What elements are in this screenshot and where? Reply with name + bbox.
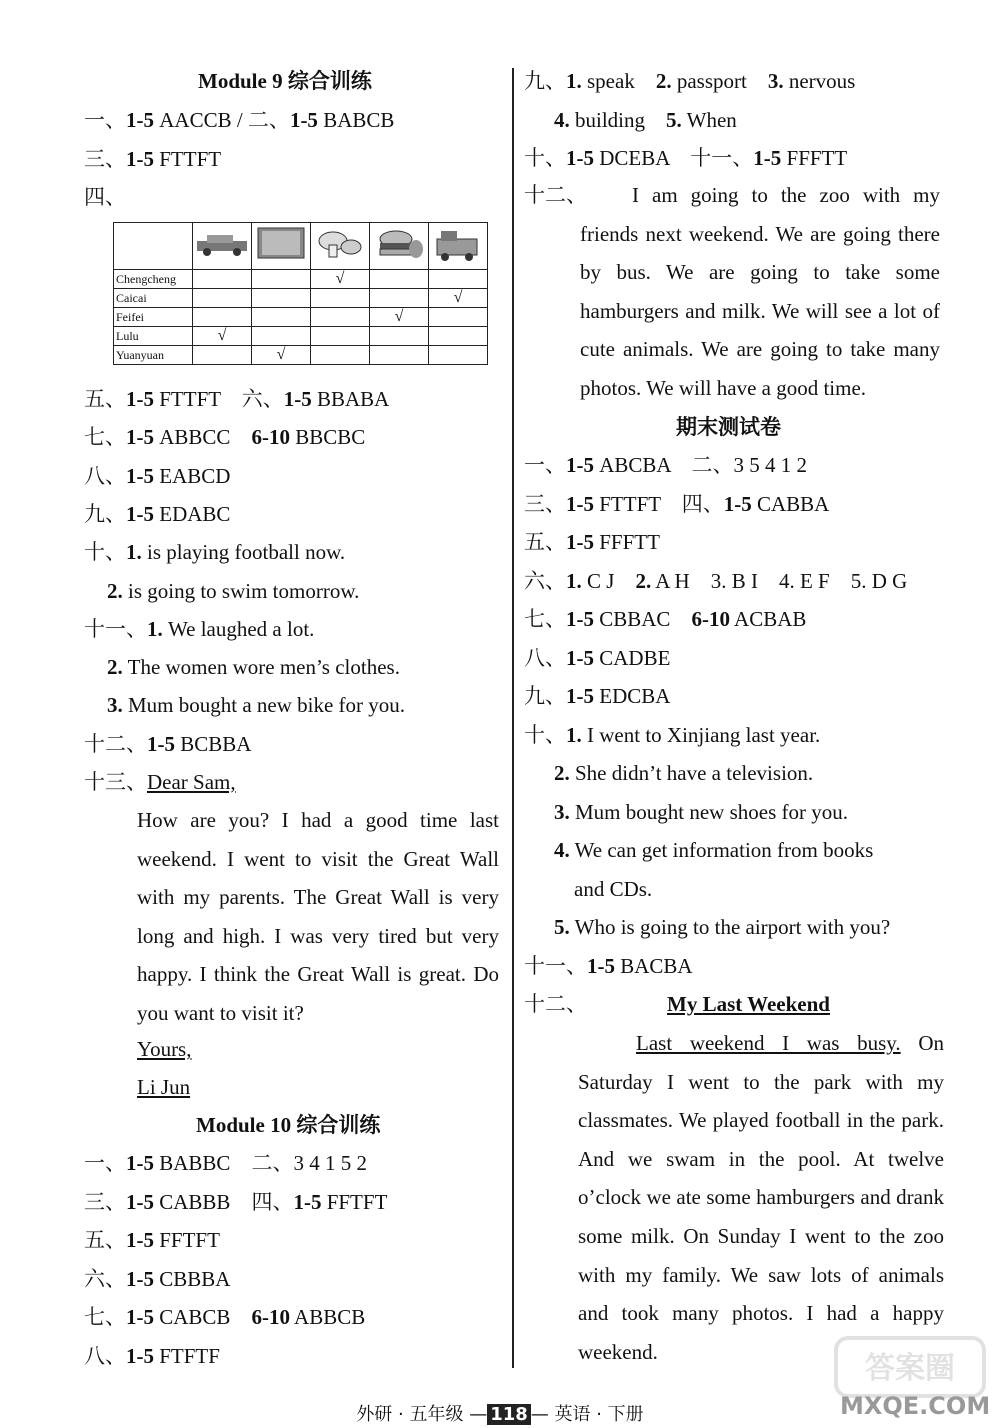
table-cell <box>311 327 370 346</box>
table-cell <box>252 308 311 327</box>
answer-line <box>524 529 660 555</box>
answer-text: nervous <box>783 69 856 93</box>
answer-text: When <box>681 107 737 132</box>
answer-text: FFFTT <box>594 530 660 554</box>
answer-line <box>554 837 873 863</box>
final-test-title: 期末测试卷 <box>676 415 781 439</box>
answer-text: 八、 <box>524 645 566 670</box>
table-row <box>114 289 488 308</box>
answer-text: 七、 <box>84 1305 126 1329</box>
answer-text: CABCB <box>154 1305 252 1329</box>
answer-line <box>107 654 400 680</box>
answer-number: 1-5 <box>566 491 594 516</box>
footer-right: — 英语 · 下册 <box>530 1404 644 1425</box>
answer-text: 十二、 <box>84 731 147 756</box>
table-cell: √ <box>429 289 488 308</box>
table-cell <box>429 308 488 327</box>
answer-text: 十、 <box>84 540 126 565</box>
answer-text: CADBE <box>594 645 671 670</box>
table-cell <box>193 270 252 289</box>
answer-line <box>524 452 807 478</box>
answer-number: 1-5 <box>283 387 312 411</box>
answer-number: 6-10 <box>251 425 290 450</box>
answer-line <box>554 760 813 786</box>
table-cell <box>370 346 429 365</box>
answer-line <box>84 184 126 210</box>
answer-text: BBCBC <box>289 425 366 450</box>
footer-left: 外研 · 五年级 — <box>356 1404 488 1425</box>
answer-text: ACBAB <box>729 607 807 631</box>
answer-text: FFTFT <box>321 1189 388 1214</box>
answer-text: BCBBA <box>175 731 252 756</box>
answer-number: 1-5 <box>566 645 594 670</box>
answer-line <box>84 1343 220 1369</box>
table-cell: √ <box>252 346 311 365</box>
answer-number: 1-5 <box>566 146 594 170</box>
answer-text: 十、 <box>524 722 566 747</box>
answer-text: DCEBA 十一、 <box>594 146 754 170</box>
essay-1-body: I am going to the zoo with my friends next weekend. We are going there by bus. We are going to take some hamburgers and milk. We will see a lot of cute animals. We are going to take many photos. We will have a good time. <box>580 183 940 400</box>
answer-number: 2. <box>554 761 570 785</box>
answer-number: 1-5 <box>126 108 154 132</box>
table-row <box>114 270 488 289</box>
answer-number: 1-5 <box>126 1151 154 1175</box>
answer-number: 4. <box>554 107 570 132</box>
table-cell <box>311 346 370 365</box>
answer-text: CABBA <box>751 491 830 516</box>
table-row <box>114 327 488 346</box>
tv-picture <box>252 223 311 270</box>
table-cell <box>370 289 429 308</box>
answer-number: 1-5 <box>753 146 782 170</box>
table-cell: √ <box>311 270 370 289</box>
answer-number: 1-5 <box>126 425 154 450</box>
answer-line <box>84 1227 220 1253</box>
answer-number: 2. <box>107 578 123 603</box>
answer-text: 八、 <box>84 463 126 488</box>
answer-text: BACBA <box>615 953 693 978</box>
answer-text: FTTFT 六、 <box>154 387 284 411</box>
letter-prefix: 十三、 <box>84 770 147 794</box>
answer-number: 1. <box>566 69 582 93</box>
module-10-title: Module 10 综合训练 <box>196 1113 381 1137</box>
answer-line <box>84 731 251 757</box>
answer-text: 一、 <box>84 108 126 132</box>
answer-number: 5. <box>554 915 570 939</box>
letter-close: Yours, <box>137 1037 192 1061</box>
answer-number: 1-5 <box>126 1266 154 1291</box>
answer-text: FFTFT <box>154 1228 220 1252</box>
answer-text: Who is going to the airport with you? <box>569 915 891 939</box>
answer-number: 5. <box>666 107 682 132</box>
table-header-row <box>114 223 488 270</box>
answer-line <box>84 1266 230 1292</box>
answer-number: 1-5 <box>289 108 318 132</box>
answer-line <box>84 107 394 133</box>
table-cell <box>252 270 311 289</box>
car-picture <box>193 223 252 270</box>
answer-number: 2. <box>635 568 652 593</box>
answer-text: is playing football now. <box>141 540 346 565</box>
svg-text:答案圈: 答案圈 <box>865 1351 955 1386</box>
answer-text: FTTFT <box>154 146 222 171</box>
answer-text: We can get information from books <box>569 838 874 862</box>
answer-text: 十一、 <box>524 953 587 978</box>
answer-text: 五、 <box>524 530 566 554</box>
answer-text: 十、 <box>524 146 566 170</box>
answer-number: 1-5 <box>723 491 752 516</box>
answer-text: building <box>569 107 667 132</box>
answer-text: FFFTT <box>781 146 848 170</box>
answer-number: 1. <box>147 616 163 641</box>
answer-text: 三、 <box>84 146 126 171</box>
answer-text: I went to Xinjiang last year. <box>581 722 821 747</box>
answer-text: 七、 <box>524 607 566 631</box>
answer-line <box>84 463 230 489</box>
answer-number: 1-5 <box>566 684 594 708</box>
answer-text: FTTFT 四、 <box>594 491 724 516</box>
answer-text: She didn’t have a television. <box>569 761 814 785</box>
answer-text: A H 3. B I 4. E F 5. D G <box>651 568 908 593</box>
answer-line <box>84 424 365 450</box>
answer-line <box>524 722 820 748</box>
answer-number: 1-5 <box>147 731 175 756</box>
answer-text: FTFTF <box>154 1343 220 1368</box>
answer-text: BBABA <box>311 387 390 411</box>
mushroom-picture <box>311 223 370 270</box>
module-9-title: Module 9 综合训练 <box>198 69 372 93</box>
answer-line <box>554 107 737 133</box>
table-cell <box>311 308 370 327</box>
answer-line <box>524 145 847 171</box>
answer-text: 六、 <box>84 1266 126 1291</box>
answer-text: BABCB <box>317 108 395 132</box>
row-name: Feifei <box>114 308 193 327</box>
table-cell <box>370 327 429 346</box>
essay-2-body <box>578 1024 944 1371</box>
answer-text: 九、 <box>524 684 566 708</box>
answer-line <box>554 799 848 825</box>
table-cell <box>429 270 488 289</box>
hamburger-picture <box>370 223 429 270</box>
watermark-text: MXQE.COM <box>840 1392 991 1420</box>
answer-text: 九、 <box>84 501 126 526</box>
answer-number: 1-5 <box>126 1305 154 1329</box>
essay-2-label: 十二、 <box>524 992 587 1016</box>
answer-text: The women wore men’s clothes. <box>122 655 400 680</box>
answer-line <box>84 1189 387 1215</box>
answer-text: 十一、 <box>84 616 147 641</box>
answer-text: 六、 <box>524 568 566 593</box>
answer-text: CABBB 四、 <box>154 1189 294 1214</box>
answer-number: 1. <box>566 722 582 747</box>
answer-number: 6-10 <box>251 1305 290 1329</box>
answer-text: AACCB / 二、 <box>154 108 290 132</box>
table-cell <box>311 289 370 308</box>
letter-name: Li Jun <box>137 1075 191 1099</box>
answer-text: 八、 <box>84 1343 126 1368</box>
answer-number: 1-5 <box>126 1228 154 1252</box>
answer-line <box>524 606 806 632</box>
answer-text: and CDs. <box>574 876 653 901</box>
answer-text: EDABC <box>154 501 231 526</box>
answer-number: 1-5 <box>566 607 594 631</box>
letter-label <box>84 769 236 795</box>
answer-text: 三、 <box>524 491 566 516</box>
answer-text: 五、 <box>84 1228 126 1252</box>
essay-2-title: My Last Weekend <box>667 992 830 1016</box>
answer-text: 三、 <box>84 1189 126 1214</box>
answer-number: 2. <box>107 655 123 680</box>
answer-line <box>524 683 670 709</box>
answer-text: Mum bought a new bike for you. <box>122 693 406 718</box>
answer-text: 一、 <box>524 453 566 477</box>
answer-line <box>524 68 855 94</box>
row-name: Yuanyuan <box>114 346 193 365</box>
answer-number: 2. <box>655 69 672 93</box>
table-cell <box>429 327 488 346</box>
answer-number: 1-5 <box>126 501 154 526</box>
answer-line <box>84 616 314 642</box>
answer-line <box>524 568 907 594</box>
answer-number: 1-5 <box>126 1189 154 1214</box>
table-corner <box>114 223 193 270</box>
answer-text: C J <box>581 568 636 593</box>
table-cell: √ <box>193 327 252 346</box>
answer-number: 1-5 <box>587 953 615 978</box>
answer-line <box>554 914 890 940</box>
answer-text: 一、 <box>84 1151 126 1175</box>
answer-table <box>113 222 488 365</box>
table-cell <box>252 289 311 308</box>
table-cell <box>252 327 311 346</box>
answer-line <box>84 146 221 172</box>
letter-body: How are you? I had a good time last weekend. I went to visit the Great Wall with my parents. The Great Wall is very long and high. I was very tired but very happy. I think the Great Wall is great. Do you want to visit it? <box>137 808 499 1025</box>
answer-number: 1-5 <box>293 1189 322 1214</box>
answer-text: passport <box>671 69 768 93</box>
answer-number: 6-10 <box>691 607 730 631</box>
answer-line <box>84 386 389 412</box>
answer-text: 四、 <box>84 185 126 210</box>
answer-text: ABCBA 二、3 5 4 1 2 <box>594 453 807 477</box>
table-cell <box>429 346 488 365</box>
table-body <box>114 270 488 365</box>
answer-line <box>84 1150 367 1176</box>
essay-2-first-sentence: Last weekend I was busy. <box>636 1031 901 1055</box>
answer-text: 七、 <box>84 425 126 450</box>
essay-1-label: 十二、 <box>524 183 587 207</box>
answer-line <box>524 953 693 979</box>
answer-line <box>524 491 829 517</box>
answer-text: BABBC 二、3 4 1 5 2 <box>154 1151 367 1175</box>
row-name: Chengcheng <box>114 270 193 289</box>
answer-number: 3. <box>107 693 123 718</box>
answer-number: 1-5 <box>126 463 154 488</box>
answer-text: CBBBA <box>154 1266 231 1291</box>
answer-line <box>107 692 405 718</box>
answer-text: CBBAC <box>594 607 692 631</box>
row-name: Caicai <box>114 289 193 308</box>
column-divider <box>512 68 514 1368</box>
answer-number: 1-5 <box>566 530 594 554</box>
answer-line <box>84 1304 365 1330</box>
page-number: 118 <box>487 1404 531 1425</box>
table-cell <box>370 270 429 289</box>
answer-text: We laughed a lot. <box>162 616 315 641</box>
answer-number: 1-5 <box>566 453 594 477</box>
answer-text: speak <box>581 69 656 93</box>
answer-text: is going to swim tomorrow. <box>122 578 360 603</box>
answer-line <box>574 876 652 902</box>
answer-number: 1. <box>126 540 142 565</box>
table-cell <box>193 289 252 308</box>
answer-text: ABBCB <box>289 1305 366 1329</box>
answer-text: 五、 <box>84 387 126 411</box>
answer-number: 1-5 <box>126 146 154 171</box>
answer-number: 4. <box>554 838 570 862</box>
answer-line <box>524 645 670 671</box>
table-row <box>114 346 488 365</box>
answer-text: EABCD <box>154 463 231 488</box>
answer-line <box>84 539 345 565</box>
table-cell <box>193 308 252 327</box>
answer-text: ABBCC <box>154 425 252 450</box>
answer-text: Mum bought new shoes for you. <box>569 799 848 824</box>
table-cell: √ <box>370 308 429 327</box>
answer-text: EDCBA <box>594 684 671 708</box>
table-row <box>114 308 488 327</box>
answer-number: 3. <box>554 799 570 824</box>
answer-line <box>84 501 230 527</box>
answer-number: 1-5 <box>126 1343 154 1368</box>
table-cell <box>193 346 252 365</box>
essay-2-rest: On Saturday I went to the park with my classmates. We played football in the park. And we swam in the pool. At twelve o’clock we ate some hamburgers and drank some milk. On Sunday I went to the zoo with my family. We saw lots of animals and took many photos. I had a happy weekend. <box>578 1031 944 1364</box>
row-name: Lulu <box>114 327 193 346</box>
answer-text: 九、 <box>524 69 566 93</box>
answer-number: 1. <box>566 568 582 593</box>
answer-number: 1-5 <box>126 387 154 411</box>
answer-line <box>107 578 359 604</box>
answer-number: 3. <box>767 69 784 93</box>
train-picture <box>429 223 488 270</box>
letter-greeting: Dear Sam, <box>147 770 236 794</box>
